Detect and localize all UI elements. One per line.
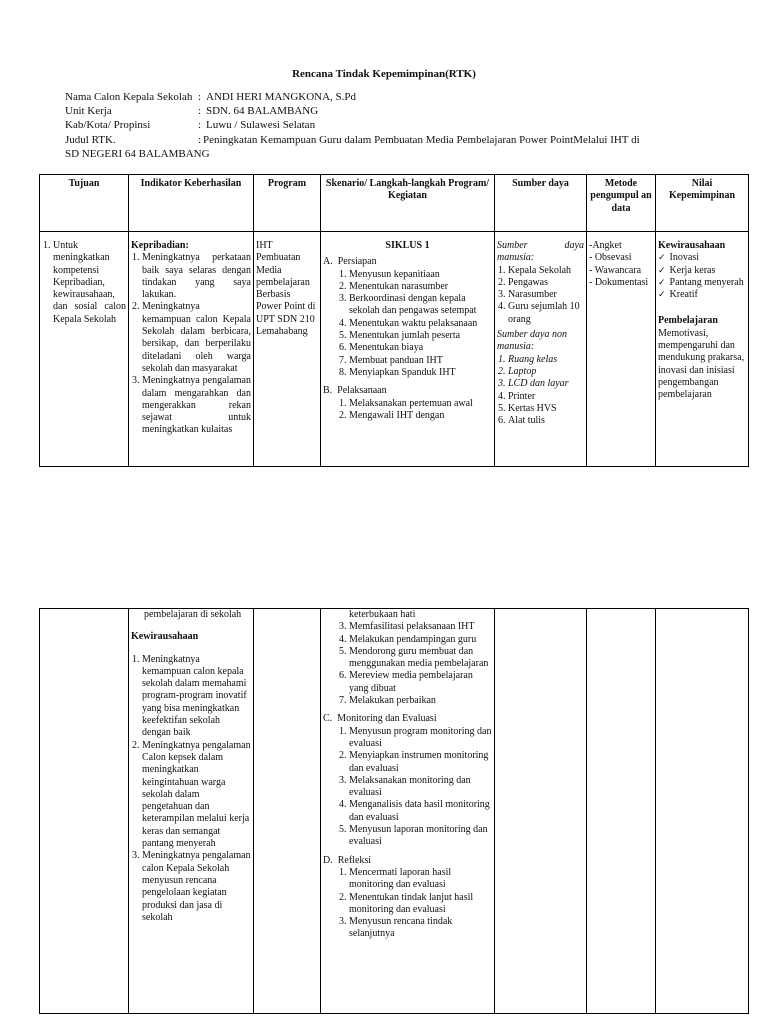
list-item: 8. Menyiapkan Spanduk IHT (349, 367, 492, 379)
list-item: 2. Meningkatnya pengalaman Calon kepsek dalam meningkatkan keingintahuan warga sekolah dalam pengetahuan dan keterampilan melalui kerja keras dan semangat pantang menyerah (142, 740, 251, 851)
list-item: 1. Melaksanakan pertemuan awal (349, 398, 492, 410)
info-sep-title: : (198, 134, 202, 146)
info-sep-name: : (198, 91, 202, 103)
section-c-title: Monitoring dan Evaluasi (337, 713, 437, 725)
section-d-title: Refleksi (337, 854, 372, 866)
info-label-name: Nama Calon Kepala Sekolah (65, 91, 193, 103)
list-item: ✓ Kerja keras (658, 265, 746, 277)
cell-skenario (321, 609, 495, 1014)
list-item: 3. Melaksanakan monitoring dan evaluasi (349, 775, 492, 800)
section-c: C. Monitoring dan Evaluasi (323, 713, 437, 725)
metode-item: - Wawancara (589, 264, 642, 276)
info-value-title: Peningkatan Kemampuan Guru dalam Pembuatan Media Pembelajaran Power PointMelalui IHT di (203, 134, 640, 146)
cell-skenario (321, 232, 495, 467)
list-item: 4. Melakukan pendampingan guru (349, 634, 492, 646)
cell-nilai-empty (656, 609, 749, 1014)
list-item: 3. LCD dan layar (508, 378, 584, 390)
section-a: A. Persiapan (323, 256, 377, 268)
list-item: 6. Mereview media pembelajaran yang dibuat (349, 670, 492, 695)
list-item: 5. Mendorong guru membuat dan menggunakan media pembelajaran (349, 646, 492, 671)
nilai-kewirausahaan-list (658, 252, 746, 301)
metode-item: -Angket (589, 240, 622, 251)
info-value-title-cont: SD NEGERI 64 BALAMBANG (65, 148, 210, 160)
list-item: 4. Guru sejumlah 10 orang (508, 301, 584, 326)
cell-sumber-empty (495, 609, 587, 1014)
list-item: 3. Berkoordinasi dengan kepala sekolah dan pengawas setempat (349, 293, 492, 318)
table-header-row (40, 175, 749, 232)
list-item: 5. Menentukan jumlah peserta (349, 330, 492, 342)
info-value-name: ANDI HERI MANGKONA, S.Pd (206, 91, 357, 103)
section-d: D. Refleksi (323, 854, 372, 866)
rtk-table-part2 (39, 608, 749, 1014)
siklus-label: SIKLUS 1 (385, 240, 430, 251)
section-b-list (323, 621, 492, 707)
header-sumber-daya: Sumber daya (495, 175, 587, 232)
section-a-title: Persiapan (337, 256, 377, 268)
kewirausahaan-heading: Kewirausahaan (131, 631, 199, 643)
indikator-item: 3. Meningkatnya pengalaman dalam mengarahkan dan mengerakkan rekan sejawat untuk meningkatkan kulaitas (142, 375, 251, 436)
cell-indikator (129, 609, 254, 1014)
table-row (40, 232, 749, 467)
list-item: 5. Menyusun laporan monitoring dan evaluasi (349, 824, 492, 849)
info-value-region: Luwu / Sulawesi Selatan (206, 119, 316, 131)
list-item: 2. Laptop (508, 366, 584, 378)
cell-sumber-daya (495, 232, 587, 467)
cell-metode (587, 232, 656, 467)
nilai-kewirausahaan-title: Kewirausahaan (658, 240, 726, 251)
list-item: 1. Ruang kelas (508, 354, 584, 366)
header-skenario: Skenario/ Langkah-langkah Program/ Kegiatan (321, 175, 495, 232)
header-nilai: Nilai Kepemimpinan (656, 175, 749, 232)
list-item: 4. Printer (508, 391, 584, 403)
section-b-continued: keterbukaan hati (349, 609, 416, 620)
list-item: 4. Menentukan waktu pelaksanaan (349, 318, 492, 330)
indikator-heading: Kepribadian: (131, 240, 189, 251)
list-item: 1. Kepala Sekolah (508, 265, 584, 277)
info-label-region: Kab/Kota/ Propinsi (65, 119, 151, 131)
sumber-non-label: Sumber daya non manusia: (497, 329, 567, 353)
list-item: 1. Meningkatnya kemampuan calon kepala sekolah dalam memahami program-program inovatif yang bisa meningkatkan keefektifan sekolah dengan baik (142, 654, 251, 740)
sumber-non-list (497, 354, 584, 428)
section-c-list (323, 726, 492, 849)
section-b: B. Pelaksanaan (323, 385, 387, 397)
indikator-item: 1. Meningkatnya perkataan baik saya selaras dengan tindakan yang saya lakukan. (142, 252, 251, 301)
metode-item: - Dokumentasi (589, 276, 649, 288)
nilai-pembelajaran-text: Memotivasi, mempengaruhi dan mendukung prakarsa, inovasi dan inisiasi pengembangan pembelajaran (658, 327, 745, 401)
indikator-item: 2. Meningkatnya kemampuan calon Kepala Sekolah dalam berbicara, bersikap, dan berperilaku diteladani oleh warga sekolah dan masyarakat (142, 301, 251, 375)
list-item: 4. Menganalisis data hasil monitoring dan evaluasi (349, 799, 492, 824)
list-item: 6. Alat tulis (508, 415, 584, 427)
cell-program: IHT Pembuatan Media pembelajaran Berbasis Power Point di UPT SDN 210 Lemahabang (254, 232, 321, 467)
list-item: ✓ Pantang menyerah (658, 277, 746, 289)
rtk-table-part1 (39, 174, 749, 467)
tujuan-list (42, 240, 126, 326)
section-b-title: Pelaksanaan (337, 385, 387, 397)
cell-program-empty (254, 609, 321, 1014)
cell-nilai (656, 232, 749, 467)
header-indikator: Indikator Keberhasilan (129, 175, 254, 232)
list-item: 2. Mengawali IHT dengan (349, 410, 492, 422)
section-d-list (323, 867, 492, 941)
list-item: ✓ Inovasi (658, 252, 746, 264)
list-item: 2. Pengawas (508, 277, 584, 289)
indikator-continued: pembelajaran di sekolah (144, 609, 242, 620)
list-item: 1. Menyusun kepanitiaan (349, 269, 492, 281)
nilai-pembelajaran-title: Pembelajaran (658, 315, 718, 327)
cell-indikator (129, 232, 254, 467)
info-label-unit: Unit Kerja (65, 105, 112, 117)
list-item: 5. Kertas HVS (508, 403, 584, 415)
document-title: Rencana Tindak Kepemimpinan(RTK) (292, 68, 476, 80)
tujuan-item: 1. Untuk meningkatkan kompetensi Kepribadian, kewirausahaan, dan sosial calon Kepala Sekolah (53, 240, 126, 326)
kewirausahaan-list (131, 654, 251, 925)
info-sep-region: : (198, 119, 202, 131)
list-item: 3. Meningkatnya pengalaman calon Kepala Sekolah menyusun rencana pengelolaan kegiatan produksi dan jasa di sekolah (142, 850, 251, 924)
list-item: 2. Menyiapkan instrumen monitoring dan evaluasi (349, 750, 492, 775)
header-tujuan: Tujuan (40, 175, 129, 232)
metode-item: - Obsevasi (589, 252, 632, 264)
header-metode: Metode pengumpul an data (587, 175, 656, 232)
cell-tujuan (40, 232, 129, 467)
info-sep-unit: : (198, 105, 202, 117)
section-b-list (323, 398, 492, 423)
list-item: 2. Menentukan tindak lanjut hasil monitoring dan evaluasi (349, 892, 492, 917)
sumber-manusia-list (497, 265, 584, 326)
section-a-list (323, 269, 492, 380)
cell-metode-empty (587, 609, 656, 1014)
list-item: 3. Menyusun rencana tindak selanjutnya (349, 916, 492, 941)
table-row (40, 609, 749, 1014)
list-item: 3. Narasumber (508, 289, 584, 301)
info-label-title: Judul RTK. (65, 134, 116, 146)
list-item: ✓ Kreatif (658, 289, 746, 301)
list-item: 7. Melakukan perbaikan (349, 695, 492, 707)
list-item: 1. Mencermati laporan hasil monitoring dan evaluasi (349, 867, 492, 892)
info-value-unit: SDN. 64 BALAMBANG (206, 105, 319, 117)
list-item: 7. Membuat panduan IHT (349, 355, 492, 367)
indikator-list (131, 252, 251, 436)
cell-tujuan-empty (40, 609, 129, 1014)
list-item: 3. Memfasilitasi pelaksanaan IHT (349, 621, 492, 633)
list-item: 6. Menentukan biaya (349, 342, 492, 354)
header-program: Program (254, 175, 321, 232)
sumber-manusia-label: Sumber daya manusia: (497, 240, 584, 264)
list-item: 1. Menyusun program monitoring dan evaluasi (349, 726, 492, 751)
list-item: 2. Menentukan narasumber (349, 281, 492, 293)
